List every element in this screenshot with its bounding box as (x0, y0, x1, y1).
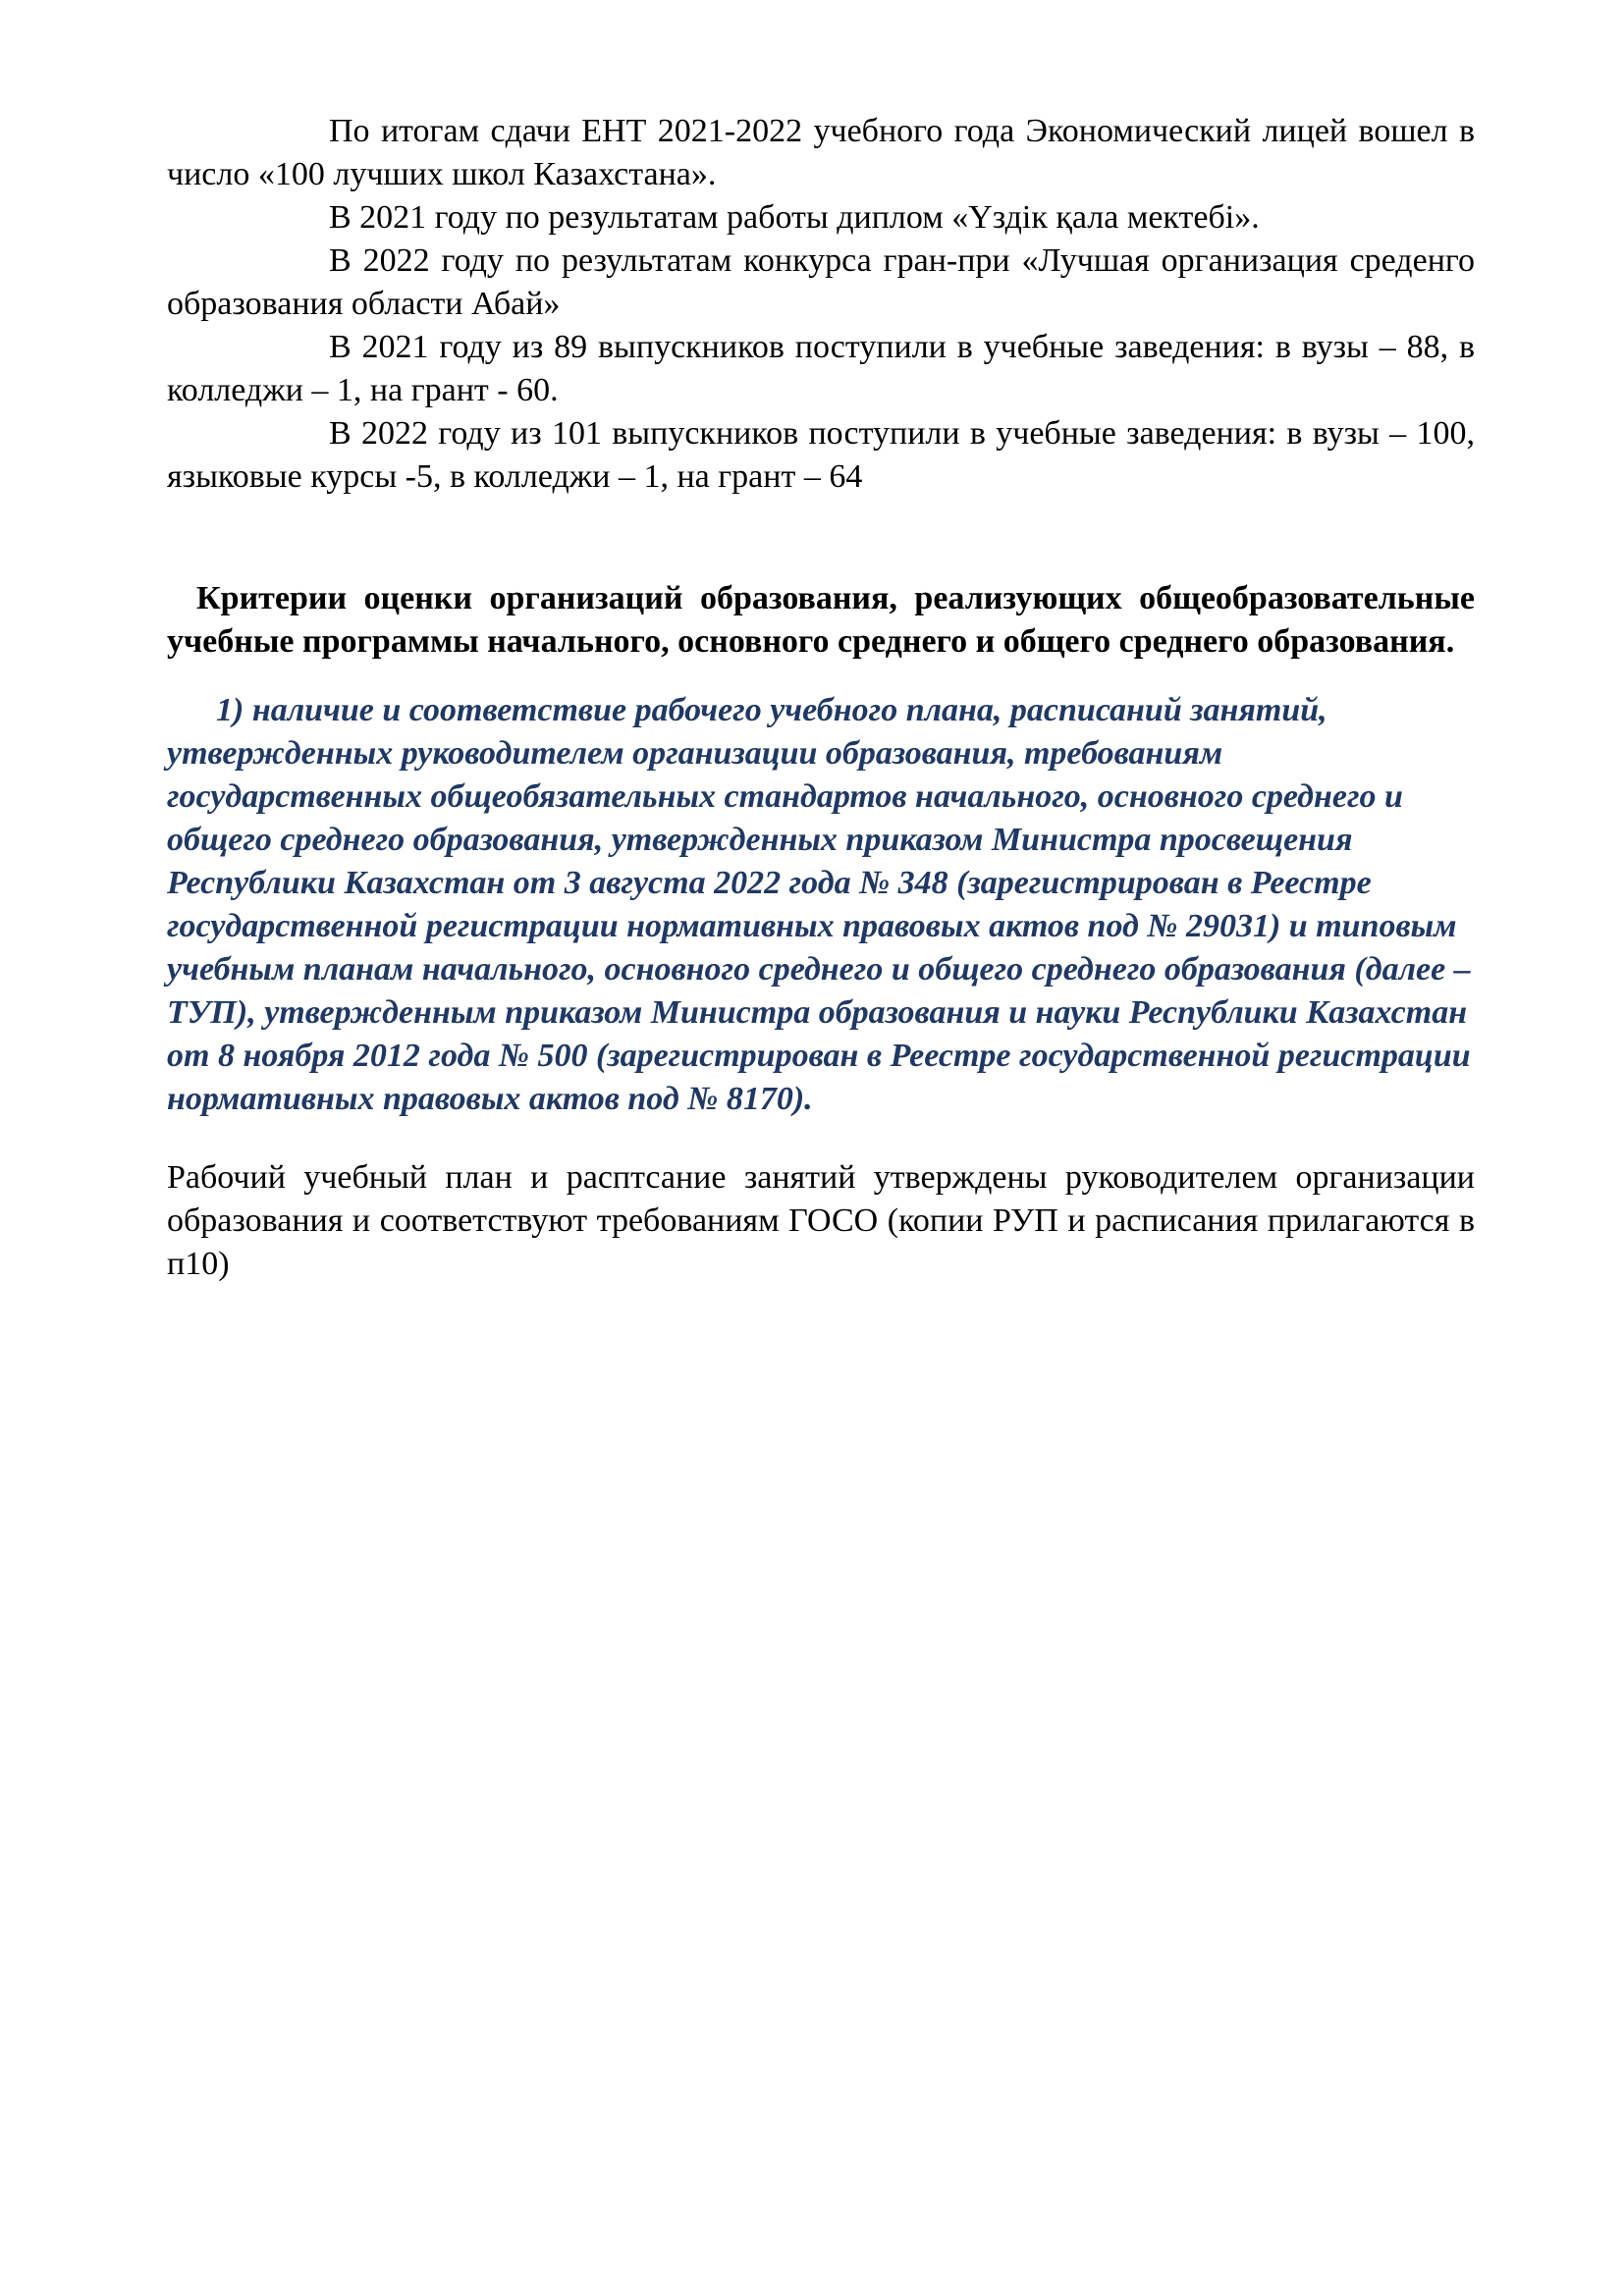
paragraph-2021-graduates: В 2021 году из 89 выпускников поступили в учебные заведения: в вузы – 88, в колледжи – 1, на грант - 60. (167, 329, 1475, 408)
paragraph-2022-grand-prix: В 2022 году по результатам конкурса гран-при «Лучшая организация среденго образования области Абай» (167, 242, 1475, 322)
paragraph-2021-diploma: В 2021 году по результатам работы диплом «Үздік қала мектебі». (329, 199, 1260, 236)
conclusion-paragraph: Рабочий учебный план и расптсание занятий утверждены руководителем организации образования и соответствуют требованиям ГОСО (копии РУП и расписания прилагаются в п10) (167, 1159, 1475, 1282)
paragraph-ent-results: По итогам сдачи ЕНТ 2021-2022 учебного года Экономический лицей вошел в число «100 лучших школ Казахстана». (167, 113, 1475, 192)
criteria-section-heading: Критерии оценки организаций образования, реализующих общеобразовательные учебные программы начального, основного среднего и общего среднего образования. (167, 580, 1475, 660)
paragraph-2022-graduates: В 2022 году из 101 выпускников поступили в учебные заведения: в вузы – 100, языковые курсы -5, в колледжи – 1, на грант – 64 (167, 415, 1475, 495)
criterion-1-text: 1) наличие и соответствие рабочего учебного плана, расписаний занятий, утвержденных руководителем организации образования, требованиям государственных общеобязательных стандартов начального, основного среднего и общего среднего образования, утвержденных приказом Министра просвещения Республики Казахстан от 3 августа 2022 года № 348 (зарегистрирован в Реестре государственной регистрации нормативных правовых актов под № 29031) и типовым учебным планам начального, основного среднего и общего среднего образования (далее – ТУП), утвержденным приказом Министра образования и науки Республики Казахстан от 8 ноября 2012 года № 500 (зарегистрирован в Реестре государственной регистрации нормативных правовых актов под № 8170). (167, 692, 1471, 1117)
